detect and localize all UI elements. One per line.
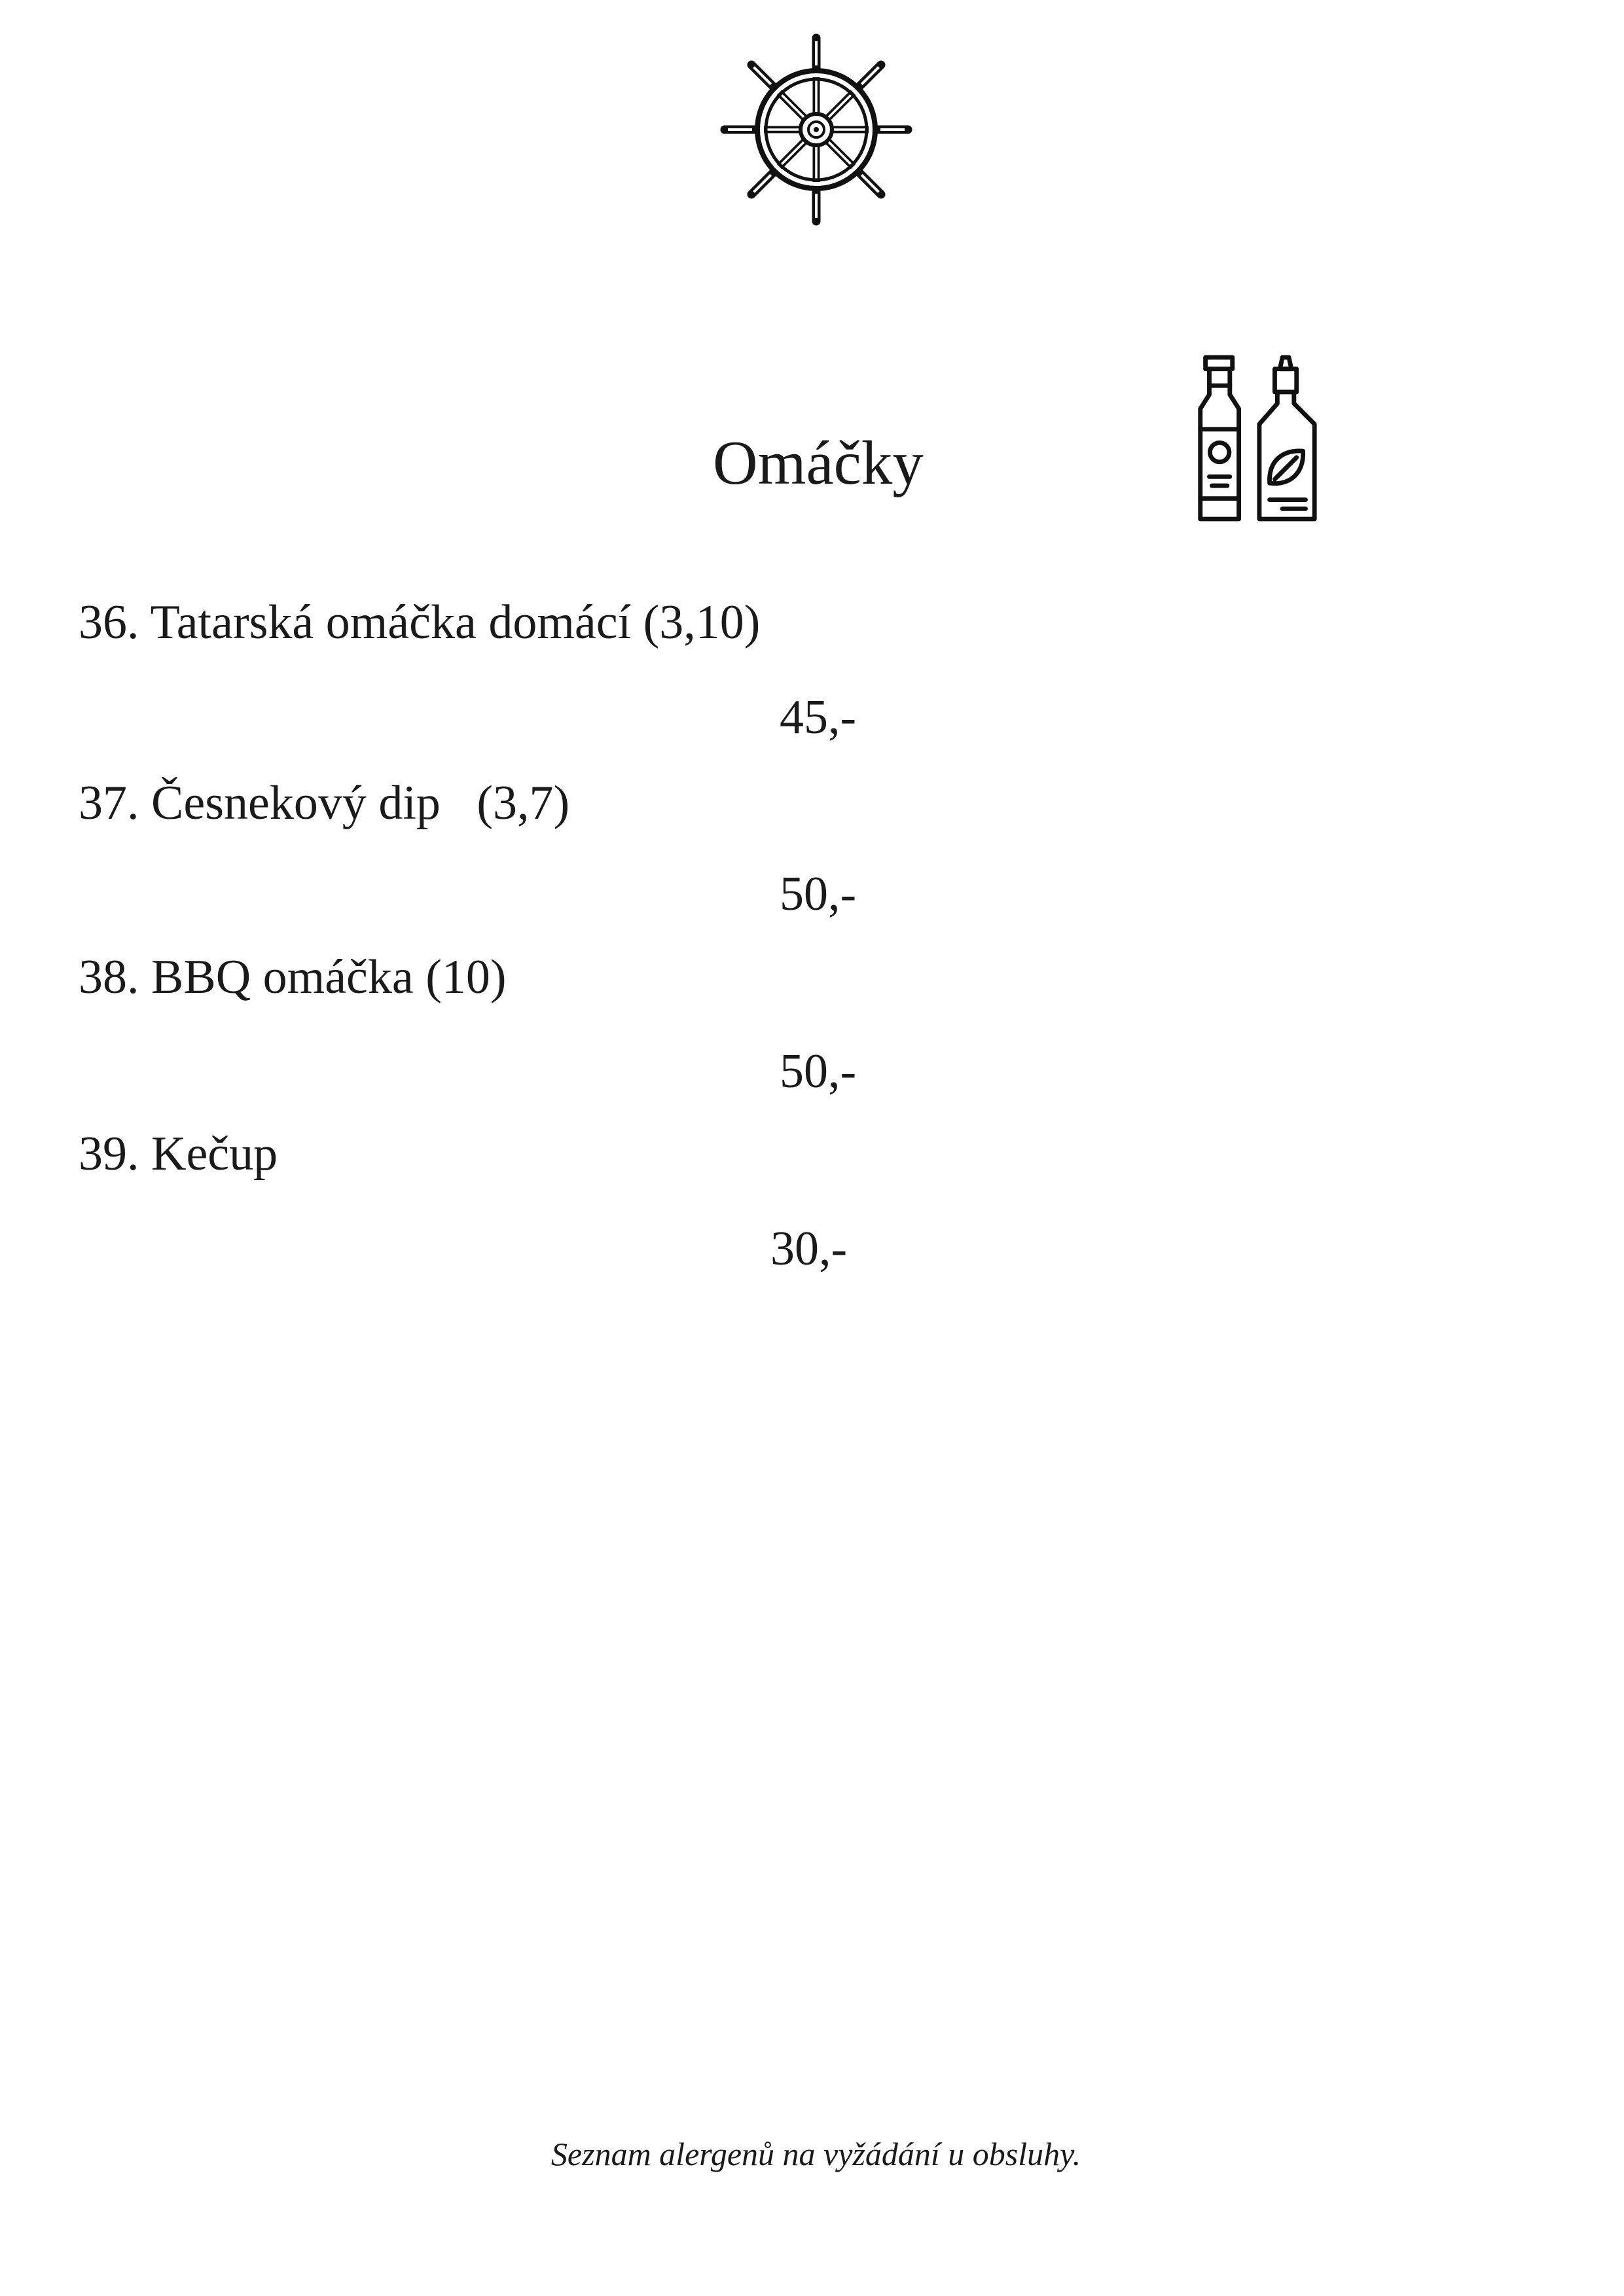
menu-item-label: 39. Kečup bbox=[79, 1127, 278, 1181]
menu-item-price: 50,- bbox=[780, 1045, 857, 1098]
menu-item-label: 37. Česnekový dip (3,7) bbox=[79, 776, 570, 830]
menu-item-price: 50,- bbox=[780, 867, 857, 921]
sauce-bottles-icon bbox=[1193, 354, 1321, 524]
menu-item-price: 45,- bbox=[780, 691, 857, 744]
allergen-note: Seznam alergenů na vyžádání u obsluhy. bbox=[550, 2136, 1081, 2172]
menu-item-price: 30,- bbox=[770, 1222, 848, 1276]
section-title: Omáčky bbox=[713, 428, 924, 497]
menu-item-label: 36. Tatarská omáčka domácí (3,10) bbox=[79, 596, 761, 649]
menu-item-label: 38. BBQ omáčka (10) bbox=[79, 950, 507, 1004]
ship-wheel-icon bbox=[718, 31, 914, 228]
